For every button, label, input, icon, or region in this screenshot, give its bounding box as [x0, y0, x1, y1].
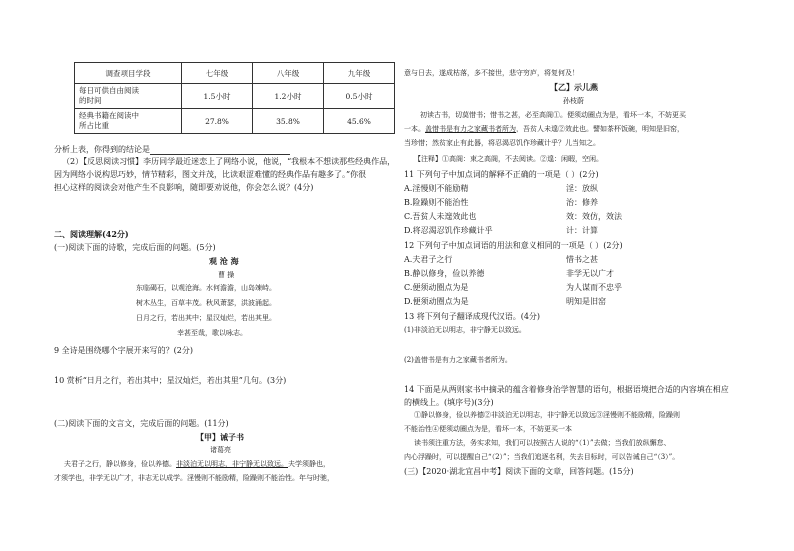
passage-yi-line: 当珍惜；然贫家止有此器，将忍渴忍饥作珍藏计乎？儿当知之。 [404, 139, 600, 147]
option-c-gloss: 效：效仿，效法 [566, 212, 622, 221]
analysis-prompt [54, 144, 290, 155]
section-2-heading: 二、阅读理解(42分) [54, 229, 129, 239]
table-row-label [75, 84, 182, 109]
passage-jia-title: 【甲】诫子书 [196, 432, 244, 442]
poem-author: 曹 操 [218, 271, 235, 279]
table-cell: 27.8% [182, 109, 253, 134]
table-header-cell: 七年级 [182, 63, 253, 84]
question-14-line: 不能治性④便须动圈点为是，看坏一本，不妨更买一本 [404, 425, 572, 433]
question-2-line: 担心这样的阅读会对他产生不良影响，随即要劝说他，你会怎么说？(4分) [54, 183, 314, 192]
option-b-pair: 非学无以广才 [566, 269, 614, 278]
option-a-pair: 惜书之甚 [566, 255, 598, 264]
question-9: 9 全诗是围绕哪个字展开来写的？(2分) [54, 346, 193, 355]
table-row-label-line: 经典书籍在阅读中 [79, 111, 139, 120]
table-header-row [75, 63, 395, 84]
passage-text: 一本。 [404, 125, 425, 133]
passage-jia-line: 才须学也，非学无以广才，非志无以成学。淫慢则不能励精，险躁则不能治性。年与时驰， [54, 474, 334, 482]
question-10: 10 赏析“日月之行，若出其中；星汉灿烂，若出其里”几句。(3分) [54, 376, 287, 385]
question-13: 13 将下列句子翻译成现代汉语。(4分) [404, 312, 541, 321]
question-12: 12 下列句子中加点词语的用法和意义相同的一项是（ ）(2分) [404, 241, 623, 250]
option-d[interactable]: D.将忍渴忍饥作珍藏计乎 [404, 226, 493, 235]
passage-underlined-text: 盖惜书是有力之家藏书者所为 [425, 125, 516, 133]
table-header-cell: 八年级 [253, 63, 324, 84]
question-2-line: 因为网络小说构思巧妙，情节精彩，图文并茂，比读艰涩难懂的经典作品有趣多了。”你很 [54, 170, 367, 179]
poem-line: 日月之行，若出其中；星汉灿烂，若出其里。 [136, 314, 276, 322]
question-14-line: 读书须注重方法，务实求知，我们可以按照古人说的“（1）”去做；当我们放纵懈怠、 [414, 439, 671, 447]
answer-line[interactable] [150, 145, 290, 155]
table-cell: 0.5小时 [324, 84, 395, 109]
analysis-text: 分析上表，你得到的结论是 [54, 145, 150, 154]
table-cell: 1.2小时 [253, 84, 324, 109]
question-11: 11 下列句子中加点词的解释不正确的一项是（ ）(2分) [404, 170, 599, 179]
section-2a-heading: (一)阅读下面的诗歌，完成后面的问题。(5分) [54, 243, 216, 252]
question-2-line: （2）【反思阅读习惯】李历同学最近迷恋上了网络小说，他说，“我根本不想读那些经典作品， [62, 157, 396, 166]
passage-text: ，吾贫人未遑②效此也。譬如茶杯饭碗，明知是旧窑， [516, 125, 684, 133]
section-2b-heading: (二)阅读下面的文言文，完成后面的问题。(11分) [54, 419, 229, 428]
table-header-cell: 九年级 [324, 63, 395, 84]
passage-text: 夫学须静也， [288, 460, 330, 468]
table-row-label-line: 所占比重 [79, 121, 109, 130]
table-cell: 1.5小时 [182, 84, 253, 109]
passage-underlined-text: 非淡泊无以明志，非宁静无以致远。 [176, 460, 288, 468]
table-cell: 45.6% [324, 109, 395, 134]
question-14-line: 的横线上。(填序号)(3分) [404, 398, 494, 407]
option-a[interactable]: A.淫慢则不能励精 [404, 184, 469, 193]
option-d-gloss: 计：计算 [566, 226, 598, 235]
passage-jia-line [64, 459, 330, 469]
option-b[interactable]: B.险躁则不能治性 [404, 198, 469, 207]
survey-table [74, 62, 395, 134]
poem-line: 树木丛生，百草丰茂。秋风萧瑟，洪波涌起。 [136, 299, 276, 307]
table-row-label-line: 的时间 [79, 96, 102, 105]
passage-yi-line [404, 124, 684, 134]
passage-jia-line: 意与日去，遂成枯落，多不接世，悲守穷庐，将复何及！ [404, 69, 579, 77]
passage-yi-author: 孙枝蔚 [563, 97, 584, 105]
section-3-heading: (三)【2020·湖北宜昌中考】阅读下面的文章，回答问题。(15分) [404, 467, 634, 476]
option-a[interactable]: A.夫君子之行 [404, 255, 453, 264]
table-row [75, 84, 395, 109]
table-cell: 35.8% [253, 109, 324, 134]
annotation-note: 【注释】①高阁：束之高阁，不去阅读。②遑：闲暇，空闲。 [414, 155, 603, 163]
option-a-gloss: 淫：放纵 [566, 184, 598, 193]
table-row [75, 109, 395, 134]
question-14-line: 内心浮躁时，可以提醒自己“（2）”；当我们追逐名利，失去目标时，可以告诫自己“（3）”。 [404, 453, 680, 461]
option-b[interactable]: B.静以修身，俭以养德 [404, 269, 485, 278]
question-14-line: ①静以修身，俭以养德②非淡泊无以明志，非宁静无以致远③淫慢则不能励精，险躁则 [414, 411, 680, 419]
option-c[interactable]: C.便须动圈点为是 [404, 283, 469, 292]
poem-line: 幸甚至哉，歌以咏志。 [177, 329, 247, 337]
passage-text: 夫君子之行，静以修身，俭以养德。 [64, 460, 176, 468]
passage-yi-title: 【乙】示儿燕 [550, 82, 598, 92]
poem-title: 观 沧 海 [209, 256, 239, 266]
question-13-item: (2)盖惜书是有力之家藏书者所为。 [404, 356, 512, 364]
option-c-pair: 为人谋而不忠乎 [566, 283, 622, 292]
table-row-label [75, 109, 182, 134]
passage-jia-author: 诸葛亮 [210, 446, 231, 454]
option-c[interactable]: C.吾贫人未遑效此也 [404, 212, 477, 221]
passage-yi-line: 初读古书，切莫惜书；惜书之甚，必至高阁①。便须动圈点为是，看坏一本，不妨更买 [420, 111, 686, 119]
option-d[interactable]: D.便须动圈点为是 [404, 297, 469, 306]
question-14-line: 14 下面是从两则家书中摘录的蕴含着修身治学智慧的语句，根据语境把合适的内容填在相应 [404, 385, 729, 394]
question-13-item: (1)非淡泊无以明志，非宁静无以致远。 [404, 326, 526, 334]
poem-line: 东临碣石，以观沧海。水何澹澹，山岛竦峙。 [136, 284, 276, 292]
table-header-cell: 调查项目学段 [75, 63, 182, 84]
table-row-label-line: 每日可供自由阅读 [79, 86, 139, 95]
option-b-gloss: 治：修养 [566, 198, 598, 207]
option-d-pair: 明知是旧窑 [566, 297, 606, 306]
